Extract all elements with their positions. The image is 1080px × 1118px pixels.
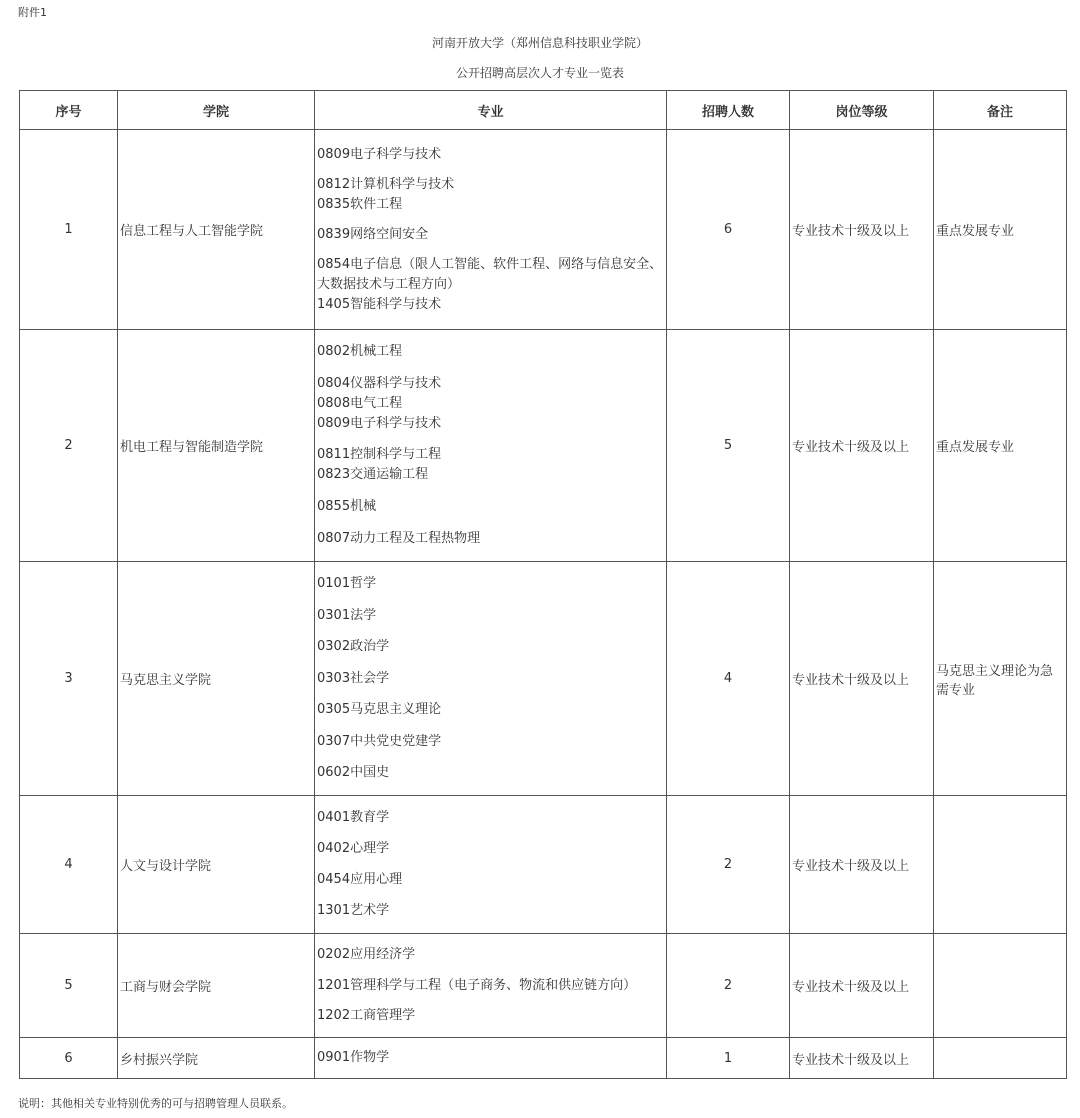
row-count: 4 bbox=[667, 562, 790, 796]
major-item: 0804仪器科学与技术 bbox=[317, 375, 442, 391]
table-row bbox=[20, 130, 1067, 330]
major-item: 0307中共党史党建学 bbox=[317, 733, 442, 749]
row-level: 专业技术十级及以上 bbox=[790, 330, 934, 562]
recruitment-table bbox=[19, 90, 1067, 1079]
row-college: 工商与财会学院 bbox=[118, 934, 315, 1038]
attachment-label: 附件1 bbox=[18, 6, 47, 19]
major-item: 1405智能科学与技术 bbox=[317, 296, 442, 312]
major-item: 0202应用经济学 bbox=[317, 947, 416, 962]
row-remark bbox=[934, 1038, 1067, 1079]
table-row bbox=[20, 562, 1067, 796]
row-level: 专业技术十级及以上 bbox=[790, 1038, 934, 1079]
row-remark: 重点发展专业 bbox=[934, 330, 1067, 562]
major-item: 0305马克思主义理论 bbox=[317, 702, 442, 717]
major-item: 1201管理科学与工程（电子商务、物流和供应链方向） bbox=[317, 977, 637, 993]
table-header-row bbox=[20, 91, 1067, 130]
major-item: 0303社会学 bbox=[317, 670, 390, 686]
row-index: 5 bbox=[20, 934, 118, 1038]
major-item: 0101哲学 bbox=[317, 576, 377, 591]
row-majors bbox=[315, 562, 667, 796]
major-item: 0809电子科学与技术 bbox=[317, 415, 442, 431]
major-item: 0901作物学 bbox=[317, 1050, 390, 1065]
table-row bbox=[20, 796, 1067, 934]
header-major: 专业 bbox=[315, 91, 667, 130]
table-row bbox=[20, 934, 1067, 1038]
row-college: 人文与设计学院 bbox=[118, 796, 315, 934]
row-count: 6 bbox=[667, 130, 790, 330]
row-level: 专业技术十级及以上 bbox=[790, 934, 934, 1038]
row-level: 专业技术十级及以上 bbox=[790, 130, 934, 330]
major-item: 0301法学 bbox=[317, 607, 377, 623]
major-item: 0401教育学 bbox=[317, 809, 390, 825]
row-index: 6 bbox=[20, 1038, 118, 1079]
row-majors bbox=[315, 796, 667, 934]
major-item: 0823交通运输工程 bbox=[317, 467, 429, 483]
header-index: 序号 bbox=[20, 91, 118, 130]
major-item: 0802机械工程 bbox=[317, 344, 403, 360]
footnote: 说明：其他相关专业特别优秀的可与招聘管理人员联系。 bbox=[18, 1097, 293, 1110]
row-college: 信息工程与人工智能学院 bbox=[118, 130, 315, 330]
header-level: 岗位等级 bbox=[790, 91, 934, 130]
major-item: 0454应用心理 bbox=[317, 872, 403, 888]
row-remark: 重点发展专业 bbox=[934, 130, 1067, 330]
major-item: 0302政治学 bbox=[317, 639, 390, 654]
row-college: 乡村振兴学院 bbox=[118, 1038, 315, 1079]
row-index: 4 bbox=[20, 796, 118, 934]
major-item: 0855机械 bbox=[317, 499, 377, 515]
header-remark: 备注 bbox=[934, 91, 1067, 130]
row-college: 马克思主义学院 bbox=[118, 562, 315, 796]
row-index: 1 bbox=[20, 130, 118, 330]
row-count: 1 bbox=[667, 1038, 790, 1079]
major-item: 0402心理学 bbox=[317, 840, 390, 856]
row-level: 专业技术十级及以上 bbox=[790, 796, 934, 934]
row-remark: 马克思主义理论为急需专业 bbox=[934, 562, 1067, 796]
row-majors bbox=[315, 130, 667, 330]
major-item: 0839网络空间安全 bbox=[317, 226, 429, 242]
row-majors bbox=[315, 330, 667, 562]
major-item: 0809电子科学与技术 bbox=[317, 146, 442, 162]
major-item: 0807动力工程及工程热物理 bbox=[317, 530, 481, 546]
major-item: 1301艺术学 bbox=[317, 903, 390, 919]
major-item: 0602中国史 bbox=[317, 765, 390, 780]
major-item: 0811控制科学与工程 bbox=[317, 447, 442, 463]
row-count: 2 bbox=[667, 796, 790, 934]
header-count: 招聘人数 bbox=[667, 91, 790, 130]
table-row bbox=[20, 1038, 1067, 1079]
document-subtitle: 公开招聘高层次人才专业一览表 bbox=[455, 66, 624, 80]
header-college: 学院 bbox=[118, 91, 315, 130]
major-item: 0808电气工程 bbox=[317, 395, 403, 411]
major-item: 0854电子信息（限人工智能、软件工程、网络与信息安全、大数据技术与工程方向） bbox=[317, 256, 663, 292]
row-remark bbox=[934, 934, 1067, 1038]
major-item: 0812计算机科学与技术 bbox=[317, 176, 455, 192]
row-college: 机电工程与智能制造学院 bbox=[118, 330, 315, 562]
row-index: 3 bbox=[20, 562, 118, 796]
table-row bbox=[20, 330, 1067, 562]
major-item: 0835软件工程 bbox=[317, 196, 403, 212]
row-majors bbox=[315, 934, 667, 1038]
row-count: 5 bbox=[667, 330, 790, 562]
row-count: 2 bbox=[667, 934, 790, 1038]
row-level: 专业技术十级及以上 bbox=[790, 562, 934, 796]
row-majors bbox=[315, 1038, 667, 1079]
major-item: 1202工商管理学 bbox=[317, 1008, 416, 1023]
row-remark bbox=[934, 796, 1067, 934]
document-title: 河南开放大学（郑州信息科技职业学院） bbox=[431, 36, 648, 50]
row-index: 2 bbox=[20, 330, 118, 562]
